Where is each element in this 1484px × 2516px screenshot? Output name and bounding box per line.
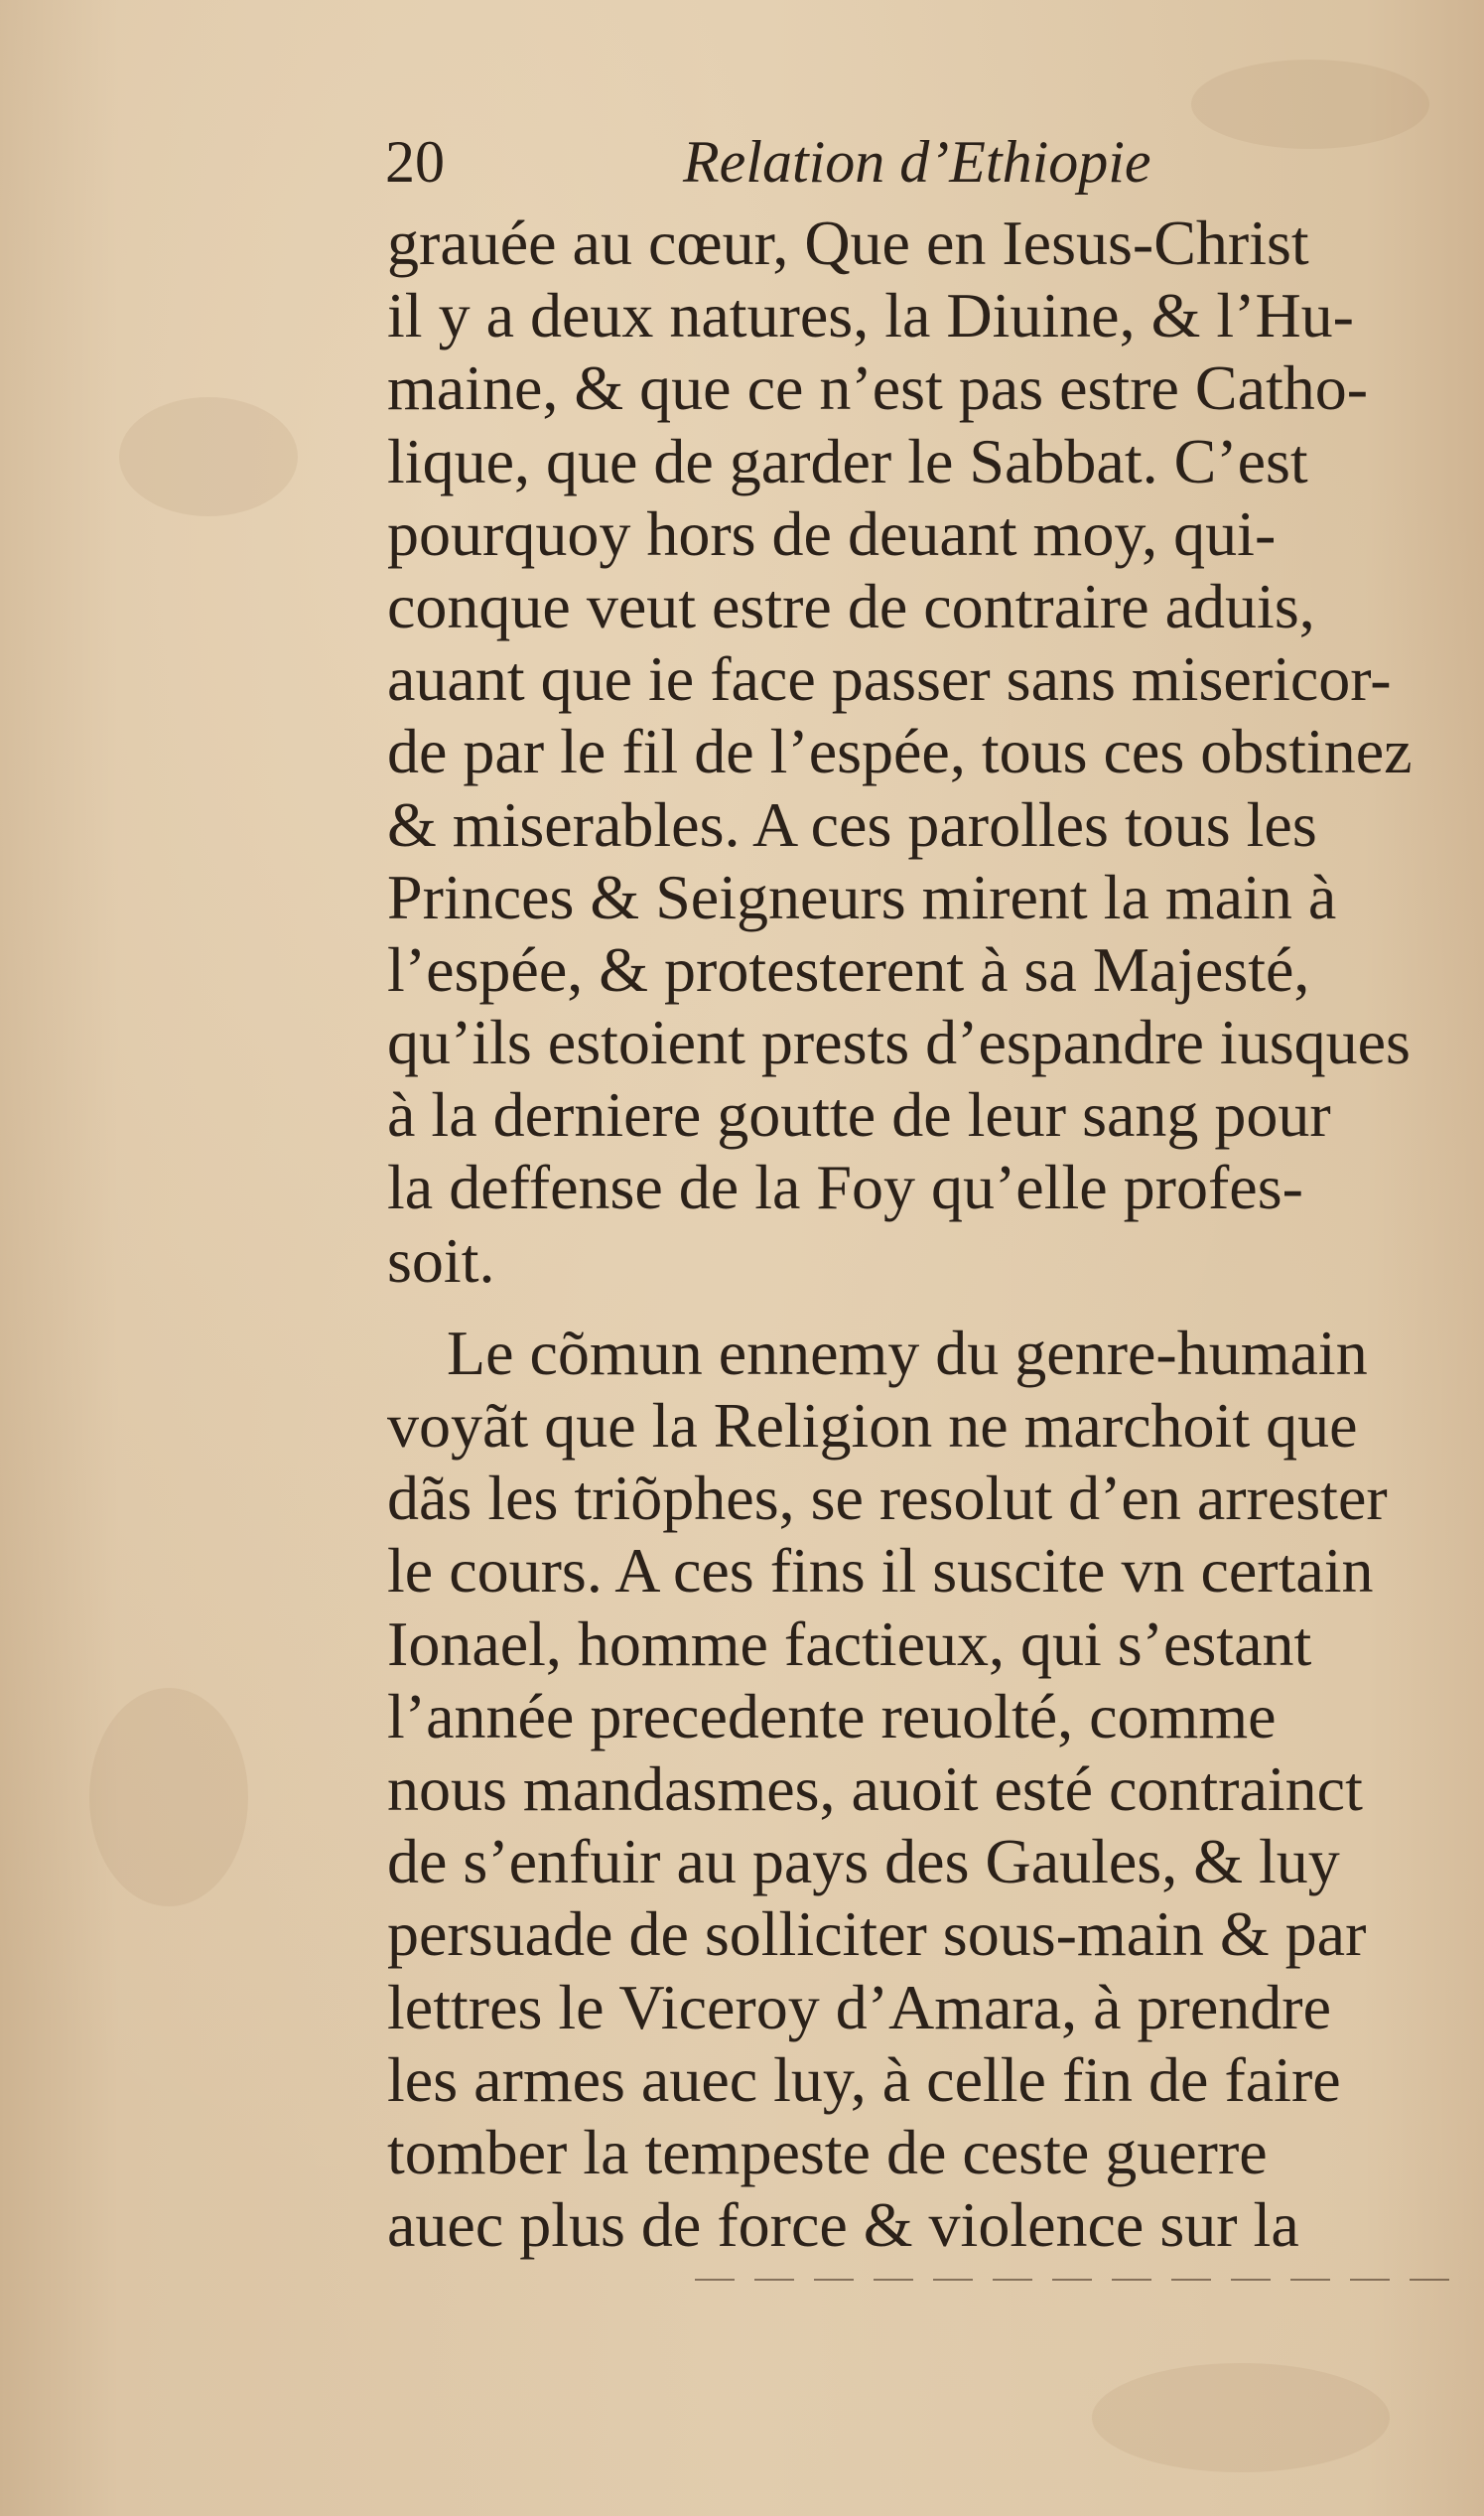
text-line: Ionael, homme factieux, qui s’estant [387,1607,1312,1679]
running-head [385,117,1467,207]
text-line: de s’enfuir au pays des Gaules, & luy [387,1826,1340,1897]
text-line: les armes auec luy, à celle fin de faire [387,2043,1341,2115]
text-line: tomber la tempeste de ceste guerre [387,2116,1268,2187]
text-line: la deffense de la Foy qu’elle profes- [387,1152,1303,1223]
paper-stain [119,397,298,516]
text-line: le cours. A ces fins il suscite vn certain [387,1535,1374,1607]
text-line: dãs les triõphes, se resolut d’en arrester [387,1463,1388,1534]
text-line: auant que ie face passer sans misericor- [387,643,1392,715]
page-number: 20 [385,129,445,195]
text-line: maine, & que ce n’est pas estre Catho- [387,352,1369,424]
text-line: nous mandasmes, auoit esté contrainct [387,1752,1363,1824]
text-line: l’année precedente reuolté, comme [387,1680,1277,1751]
ink-trace [695,2279,1449,2281]
text-line: qu’ils estoient prests d’espandre iusques [387,1007,1411,1078]
text-line: pourquoy hors de deuant moy, qui- [387,497,1277,569]
body-text [387,207,1474,2261]
text-line: auec plus de force & violence sur la [387,2189,1299,2261]
paper-stain [1092,2363,1390,2472]
text-line: de par le fil de l’espée, tous ces obstinez [387,716,1413,787]
text-line: Princes & Seigneurs mirent la main à [387,861,1337,932]
text-line: soit. [387,1224,495,1296]
text-line: lique, que de garder le Sabbat. C’est [387,425,1308,496]
text-line: lettres le Viceroy d’Amara, à prendre [387,1971,1331,2042]
text-line: & miserables. A ces parolles tous les [387,788,1317,860]
text-line: à la derniere goutte de leur sang pour [387,1079,1331,1151]
text-line: l’espée, & protesterent à sa Majesté, [387,933,1310,1005]
paper-stain [89,1688,248,1906]
paragraph-gap [387,1297,1474,1317]
running-title: Relation d’Ethiopie [683,129,1151,195]
text-line: voyãt que la Religion ne marchoit que [387,1390,1358,1461]
text-line: il y a deux natures, la Diuine, & l’Hu- [387,280,1354,351]
text-line: conque veut estre de contraire aduis, [387,570,1315,641]
text-line: grauée au cœur, Que en Iesus-Christ [387,208,1309,278]
text-line: Le cõmun ennemy du genre-humain [447,1317,1368,1388]
text-line: persuade de solliciter sous-main & par [387,1898,1367,1970]
